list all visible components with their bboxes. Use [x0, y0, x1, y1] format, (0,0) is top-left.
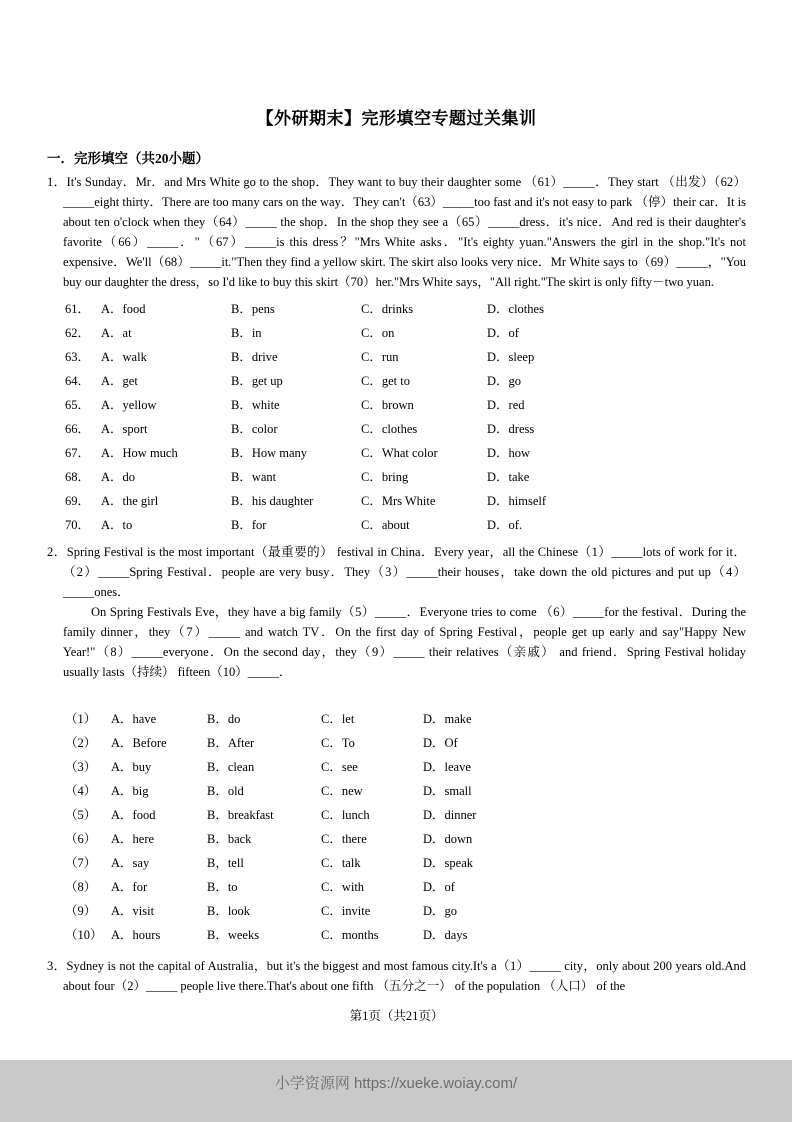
option-c: C．new [321, 784, 363, 798]
option-number: （4） [65, 784, 97, 798]
option-number: 67． [65, 446, 91, 460]
option-row [47, 874, 746, 898]
watermark-strip [0, 1060, 792, 1122]
option-row [47, 754, 746, 778]
option-a: A．have [111, 712, 157, 726]
option-row [47, 464, 746, 488]
option-a: A．food [101, 302, 146, 316]
option-number: （2） [65, 736, 97, 750]
option-a: A．sport [101, 422, 148, 436]
option-d: D．small [423, 784, 472, 798]
option-c: C．talk [321, 856, 361, 870]
option-a: A．do [101, 470, 136, 484]
option-number: （1） [65, 712, 97, 726]
option-a: A．yellow [101, 398, 157, 412]
option-row [47, 512, 746, 536]
option-c: C．bring [361, 470, 409, 484]
option-c: C．get to [361, 374, 410, 388]
passage-1: 1．It's Sunday．Mr．and Mrs White go to the shop．They want to buy their daughter some （61）_____．They start （出发）（62）_____eight thirty．There are too many cars on the way．They can't（63）_____too fast and it's not easy to park （停）their car．It is about ten o'clock when they（64）_____ the shop．In the shop they see a（65）_____dress．it's nice．And red is their daughter's favorite（66）_____．"（67）_____is this dress？"Mrs White asks．"It's eighty yuan."Answers the girl in the shop."It's not expensive．We'll（68）_____it."Then they find a yellow skirt. The skirt also looks very nice．Mr White says to（69）_____，"You buy our daughter the dress，so I'd like to buy this skirt（70）her."Mrs White says，"All right."The skirt is only fifty－two yuan. [47, 175, 746, 289]
option-a: A．food [111, 808, 156, 822]
options-table-q1-10 [47, 706, 746, 946]
option-b: B．weeks [207, 928, 260, 942]
option-c: C．Mrs White [361, 494, 436, 508]
passage-2-paragraph-1: 2．Spring Festival is the most important（最重要的） festival in China．Every year，all the Chinese（1）_____lots of work for it．（2）_____Spring Festival．people are very busy．They（3）_____their houses，take down the old pictures and put up（4）_____ones． [47, 545, 746, 599]
option-d: D．sleep [487, 350, 535, 364]
option-number: 63． [65, 350, 91, 364]
option-row [47, 850, 746, 874]
option-row [47, 826, 746, 850]
option-c: C．there [321, 832, 367, 846]
option-row [47, 416, 746, 440]
option-d: D．days [423, 928, 468, 942]
option-row [47, 778, 746, 802]
option-a: A．say [111, 856, 150, 870]
option-number: 66． [65, 422, 91, 436]
option-number: 65． [65, 398, 91, 412]
option-d: D．clothes [487, 302, 544, 316]
option-d: D．of [487, 326, 519, 340]
option-row [47, 730, 746, 754]
option-d: D．speak [423, 856, 473, 870]
option-c: C．What color [361, 446, 438, 460]
option-b: B．look [207, 904, 251, 918]
option-b: B．white [231, 398, 280, 412]
option-number: （10） [65, 928, 103, 942]
option-row [47, 488, 746, 512]
option-c: C．on [361, 326, 395, 340]
option-row [47, 344, 746, 368]
option-a: A．the girl [101, 494, 159, 508]
option-d: D．dinner [423, 808, 477, 822]
option-c: C．about [361, 518, 410, 532]
option-row [47, 392, 746, 416]
option-b: B．get up [231, 374, 283, 388]
option-number: （9） [65, 904, 97, 918]
option-b: B．clean [207, 760, 255, 774]
option-d: D．go [423, 904, 458, 918]
option-a: A．visit [111, 904, 155, 918]
option-a: A．walk [101, 350, 147, 364]
passage-2-paragraph-2: On Spring Festivals Eve，they have a big family（5）_____．Everyone tries to come （6）_____for the festival．During the family dinner，they（7）_____ and watch TV．On the first day of Spring Festival，people get up early and say"Happy New Year!"（8）_____everyone．On the second day，they（9）_____ their relatives（亲戚） and friend．Spring Festival holiday usually lasts（持续） fifteen（10）_____． [63, 605, 746, 679]
option-a: A．get [101, 374, 138, 388]
option-a: A．at [101, 326, 132, 340]
option-number: （7） [65, 856, 97, 870]
option-d: D．dress [487, 422, 535, 436]
option-b: B．to [207, 880, 238, 894]
option-row [47, 296, 746, 320]
option-c: C．with [321, 880, 365, 894]
option-d: D．Of [423, 736, 458, 750]
option-b: B．his daughter [231, 494, 314, 508]
option-a: A．here [111, 832, 155, 846]
option-d: D．of. [487, 518, 523, 532]
options-table-q61-70 [47, 296, 746, 536]
option-a: A．for [111, 880, 148, 894]
option-a: A．big [111, 784, 149, 798]
option-c: C．run [361, 350, 399, 364]
option-number: 68． [65, 470, 91, 484]
option-number: 70． [65, 518, 91, 532]
option-row [47, 440, 746, 464]
option-c: C．To [321, 736, 355, 750]
page-title: 【外研期末】完形填空专题过关集训 [256, 109, 537, 128]
option-c: C．brown [361, 398, 414, 412]
option-c: C．months [321, 928, 379, 942]
option-d: D．red [487, 398, 525, 412]
option-b: B．do [207, 712, 241, 726]
option-b: B，tell [207, 856, 244, 870]
option-a: A．How much [101, 446, 178, 460]
watermark-text: 小学资源网 https://xueke.woiay.com/ [274, 1075, 518, 1092]
option-b: B．want [231, 470, 277, 484]
option-a: A．Before [111, 736, 167, 750]
option-b: B．in [231, 326, 262, 340]
option-number: 62． [65, 326, 91, 340]
option-d: D．how [487, 446, 531, 460]
option-a: A．buy [111, 760, 152, 774]
option-row [47, 320, 746, 344]
option-number: 64． [65, 374, 91, 388]
option-number: （3） [65, 760, 97, 774]
option-d: D．himself [487, 494, 547, 508]
option-c: C．let [321, 712, 355, 726]
option-row [47, 368, 746, 392]
option-b: B．pens [231, 302, 275, 316]
option-d: D．down [423, 832, 473, 846]
option-b: B．for [231, 518, 267, 532]
option-b: B．drive [231, 350, 278, 364]
option-b: B．color [231, 422, 278, 436]
option-row [47, 922, 746, 946]
option-a: A．to [101, 518, 133, 532]
option-number: （5） [65, 808, 97, 822]
option-c: C．drinks [361, 302, 414, 316]
option-number: （8） [65, 880, 97, 894]
option-b: B．How many [231, 446, 308, 460]
passage-3: 3．Sydney is not the capital of Australia，but it's the biggest and most famous city.It's a（1）_____ city，only about 200 years old.And about four（2）_____ people live there.That's about one fifth （五分之一） of the population （人口） of the [47, 959, 746, 993]
option-b: B．old [207, 784, 244, 798]
option-c: C．see [321, 760, 358, 774]
option-row [47, 898, 746, 922]
page-number: 第1页（共21页） [349, 1009, 444, 1023]
option-b: B．back [207, 832, 252, 846]
option-c: C．invite [321, 904, 371, 918]
option-d: D．go [487, 374, 522, 388]
option-number: 61． [65, 302, 91, 316]
option-b: B．breakfast [207, 808, 274, 822]
option-d: D．of [423, 880, 455, 894]
option-row [47, 706, 746, 730]
option-c: C．clothes [361, 422, 418, 436]
option-b: B．After [207, 736, 255, 750]
option-number: （6） [65, 832, 97, 846]
option-number: 69． [65, 494, 91, 508]
option-d: D．take [487, 470, 530, 484]
section-heading: 一．完形填空（共20小题） [47, 151, 209, 166]
option-c: C．lunch [321, 808, 370, 822]
option-d: D．leave [423, 760, 471, 774]
option-row [47, 802, 746, 826]
option-a: A．hours [111, 928, 161, 942]
option-d: D．make [423, 712, 472, 726]
